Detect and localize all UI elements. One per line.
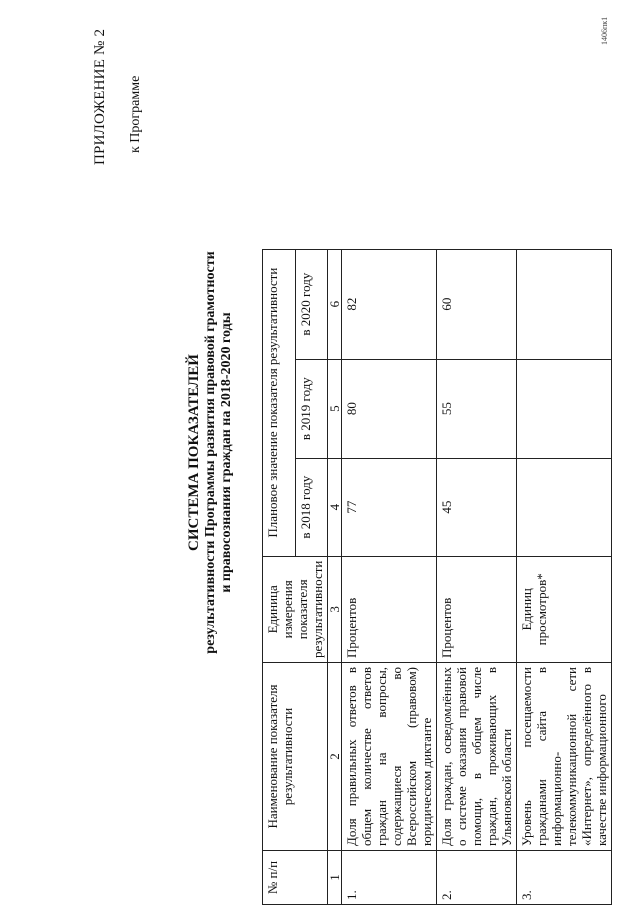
row-value-2019 xyxy=(517,359,612,458)
header-year-2018: в 2018 году xyxy=(295,458,328,556)
document-subtitle-line2: и правосознания граждан на 2018-2020 годы xyxy=(219,312,234,593)
row-value-2020 xyxy=(517,249,612,359)
appendix-title: ПРИЛОЖЕНИЕ № 2 xyxy=(92,28,108,165)
row-num: 1. xyxy=(342,851,437,905)
column-number: 5 xyxy=(328,359,342,458)
row-value-2018: 77 xyxy=(342,458,437,556)
header-name: Наименование показателя результативности xyxy=(263,663,328,851)
column-number: 6 xyxy=(328,249,342,359)
row-value-2018: 45 xyxy=(437,458,517,556)
row-name: Уровень посещаемости гражданами сайта в информационно-телекоммуникационной сети «Интернет», определённого в качестве информационного xyxy=(517,663,612,851)
row-unit: Процентов xyxy=(437,556,517,662)
row-value-2019: 55 xyxy=(437,359,517,458)
table-header-row xyxy=(263,249,296,904)
header-num: № п/п xyxy=(263,851,328,905)
appendix-subtitle: к Программе xyxy=(128,75,143,153)
table-row xyxy=(342,249,437,904)
row-value-2018 xyxy=(517,458,612,556)
row-value-2020: 82 xyxy=(342,249,437,359)
header-unit: Единица измерения показателя результативности xyxy=(263,556,328,662)
row-value-2019: 80 xyxy=(342,359,437,458)
row-name: Доля правильных ответов в общем количестве ответов граждан на вопросы, содержащиеся во Всероссийском (правовом) юридическом диктанте xyxy=(342,663,437,851)
header-year-2020: в 2020 году xyxy=(295,249,328,359)
row-value-2020: 60 xyxy=(437,249,517,359)
column-number-row xyxy=(328,249,342,904)
row-num: 2. xyxy=(437,851,517,905)
document-subtitle-line1: результативности Программы развития правовой грамотности xyxy=(203,251,218,654)
header-year-2019: в 2019 году xyxy=(295,359,328,458)
row-unit: Процентов xyxy=(342,556,437,662)
header-plan: Плановое значение показателя результативности xyxy=(263,249,296,556)
column-number: 2 xyxy=(328,663,342,851)
indicators-table xyxy=(262,249,612,905)
side-mark: 1406пк1 xyxy=(600,16,609,45)
row-num: 3. xyxy=(517,851,612,905)
row-name: Доля граждан, осведомлённых о системе оказания правовой помощи, в общем числе граждан, проживающих в Ульяновской области xyxy=(437,663,517,851)
table-row xyxy=(517,249,612,904)
column-number: 3 xyxy=(328,556,342,662)
column-number: 1 xyxy=(328,851,342,905)
row-unit: Единиц просмотров* xyxy=(517,556,612,662)
column-number: 4 xyxy=(328,458,342,556)
document-title: СИСТЕМА ПОКАЗАТЕЛЕЙ xyxy=(186,354,202,551)
table-row xyxy=(437,249,517,904)
